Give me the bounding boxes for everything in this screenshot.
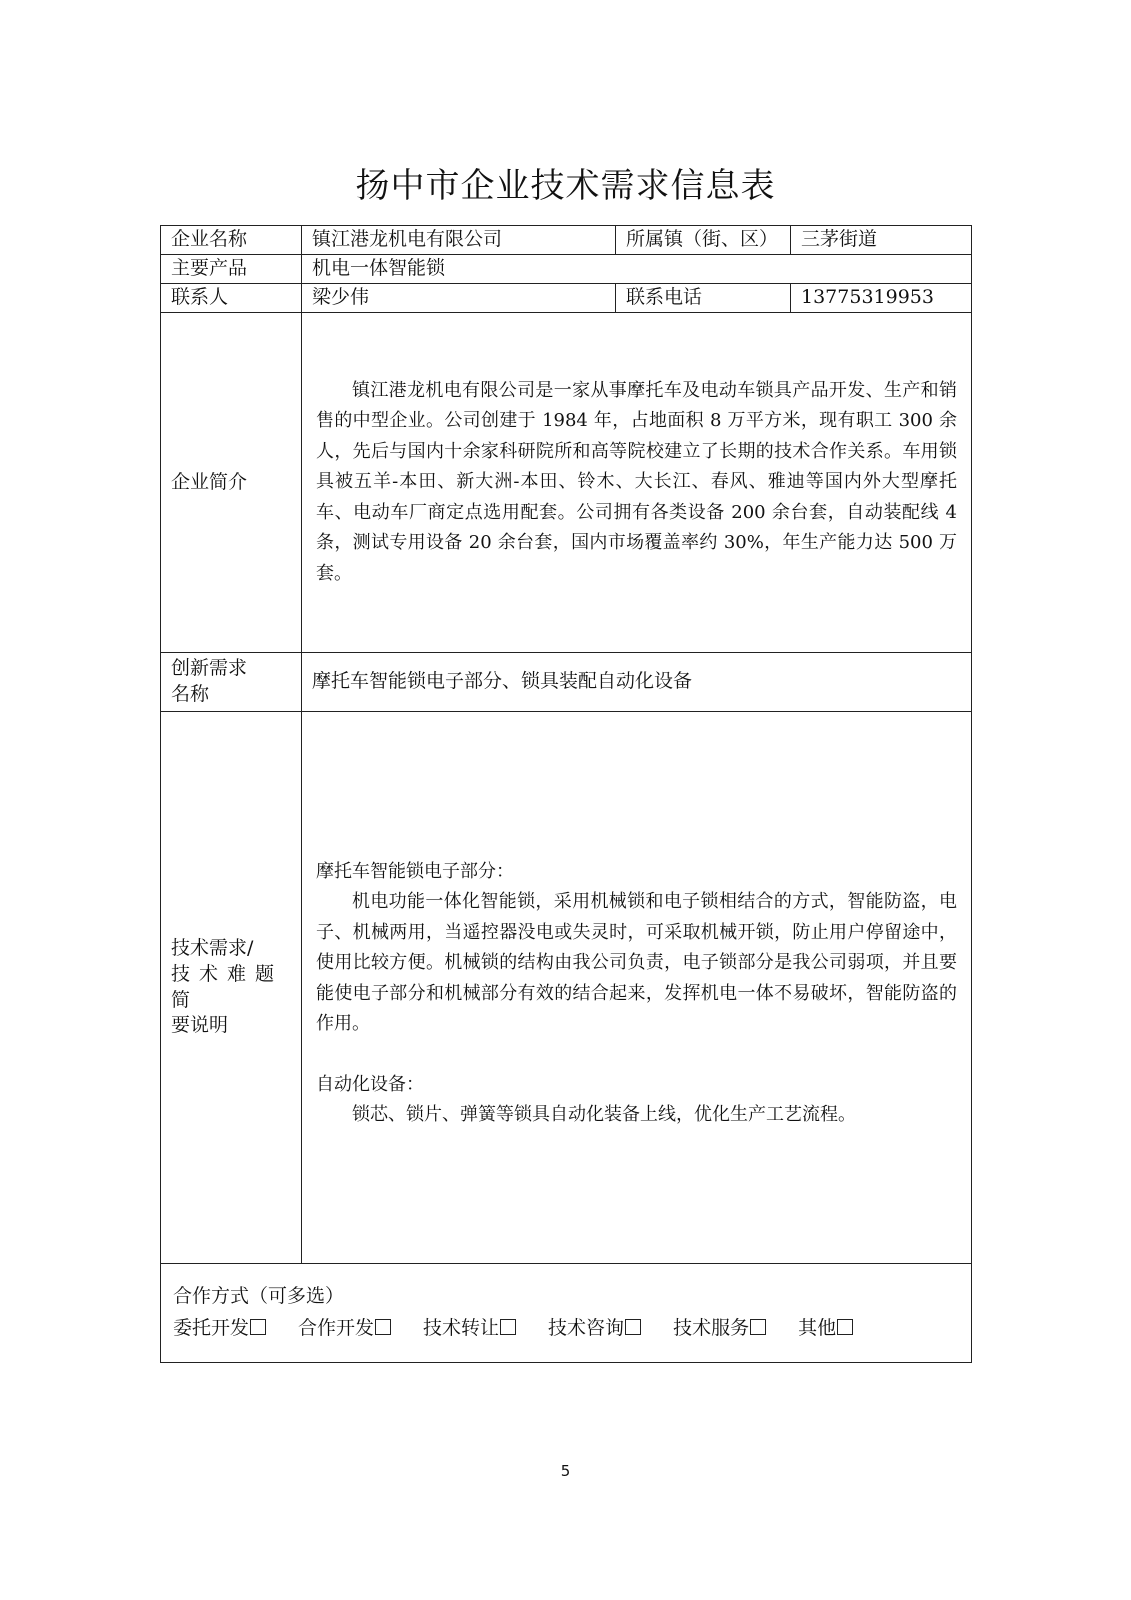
contact-person-label: 联系人 [161, 284, 302, 313]
option-label: 委托开发 [173, 1317, 250, 1339]
option-label: 合作开发 [298, 1317, 375, 1339]
company-name-label: 企业名称 [161, 226, 302, 255]
demand-label-line2: 名称 [171, 683, 210, 705]
company-intro-label: 企业简介 [161, 313, 302, 653]
tech-requirement-label [161, 712, 302, 1264]
option-tech-service[interactable] [673, 1316, 766, 1342]
town-value: 三茅街道 [791, 226, 972, 255]
option-label: 技术转让 [423, 1317, 500, 1339]
cooperation-options [173, 1316, 961, 1342]
option-entrusted-dev[interactable] [173, 1316, 266, 1342]
demand-name-label [161, 653, 302, 712]
option-label: 技术服务 [673, 1317, 750, 1339]
page-title: 扬中市企业技术需求信息表 [355, 166, 776, 206]
tech-section1-title: 摩托车智能锁电子部分： [316, 860, 514, 882]
option-joint-dev[interactable] [298, 1316, 391, 1342]
cooperation-title: 合作方式（可多选） [173, 1285, 345, 1308]
option-tech-consulting[interactable] [548, 1316, 641, 1342]
tech-section1-text: 机电功能一体化智能锁，采用机械锁和电子锁相结合的方式，智能防盗，电子、机械两用，当遥控器没电或失灵时，可采取机械开锁，防止用户停留途中，使用比较方便。机械锁的结构由我公司负责，电子锁部分是我公司弱项，并且要能使电子部分和机械部分有效的结合起来，发挥机电一体不易破坏，智能防盗的作用。 [316, 891, 957, 1034]
phone-value: 13775319953 [791, 284, 972, 313]
tech-section2-text: 锁芯、锁片、弹簧等锁具自动化装备上线，优化生产工艺流程。 [352, 1104, 856, 1125]
checkbox-icon[interactable] [250, 1319, 266, 1335]
option-other[interactable] [798, 1316, 853, 1342]
company-name-value: 镇江港龙机电有限公司 [302, 226, 616, 255]
cooperation-row [161, 1264, 972, 1363]
page-number: 5 [560, 1462, 571, 1480]
main-product-value: 机电一体智能锁 [302, 255, 972, 284]
checkbox-icon[interactable] [625, 1319, 641, 1335]
company-intro-text: 镇江港龙机电有限公司是一家从事摩托车及电动车锁具产品开发、生产和销售的中型企业。公司创建于 1984 年，占地面积 8 万平方米，现有职工 300 余人，先后与国内十余家科研院所和高等院校建立了长期的技术合作关系。车用锁具被五羊-本田、新大洲-本田、铃木、大长江、春风、雅迪等国内外大型摩托车、电动车厂商定点选用配套。公司拥有各类设备 200 余台套，自动装配线 4 条，测试专用设备 20 余台套，国内市场覆盖率约 30%，年生产能力达 500 万套。 [316, 379, 957, 584]
tech-label-line1: 技术需求/ [171, 937, 254, 960]
requirement-form-table [160, 225, 972, 1363]
tech-row [161, 712, 972, 1264]
checkbox-icon[interactable] [500, 1319, 516, 1335]
contact-person-value: 梁少伟 [302, 284, 616, 313]
demand-name-value: 摩托车智能锁电子部分、锁具装配自动化设备 [302, 653, 972, 712]
product-row [161, 255, 972, 284]
town-label: 所属镇（街、区） [616, 226, 791, 255]
option-label: 技术咨询 [548, 1317, 625, 1339]
demand-row [161, 653, 972, 712]
intro-row [161, 313, 972, 653]
main-product-label: 主要产品 [161, 255, 302, 284]
option-tech-transfer[interactable] [423, 1316, 516, 1342]
contact-row [161, 284, 972, 313]
checkbox-icon[interactable] [750, 1319, 766, 1335]
tech-label-line2: 技术难题简 [171, 962, 284, 1011]
checkbox-icon[interactable] [375, 1319, 391, 1335]
phone-label: 联系电话 [616, 284, 791, 313]
tech-label-line3: 要说明 [171, 1014, 229, 1037]
option-label: 其他 [798, 1317, 837, 1339]
demand-label-line1: 创新需求 [171, 657, 248, 680]
checkbox-icon[interactable] [837, 1319, 853, 1335]
company-row [161, 226, 972, 255]
tech-section2-title: 自动化设备： [316, 1073, 424, 1095]
